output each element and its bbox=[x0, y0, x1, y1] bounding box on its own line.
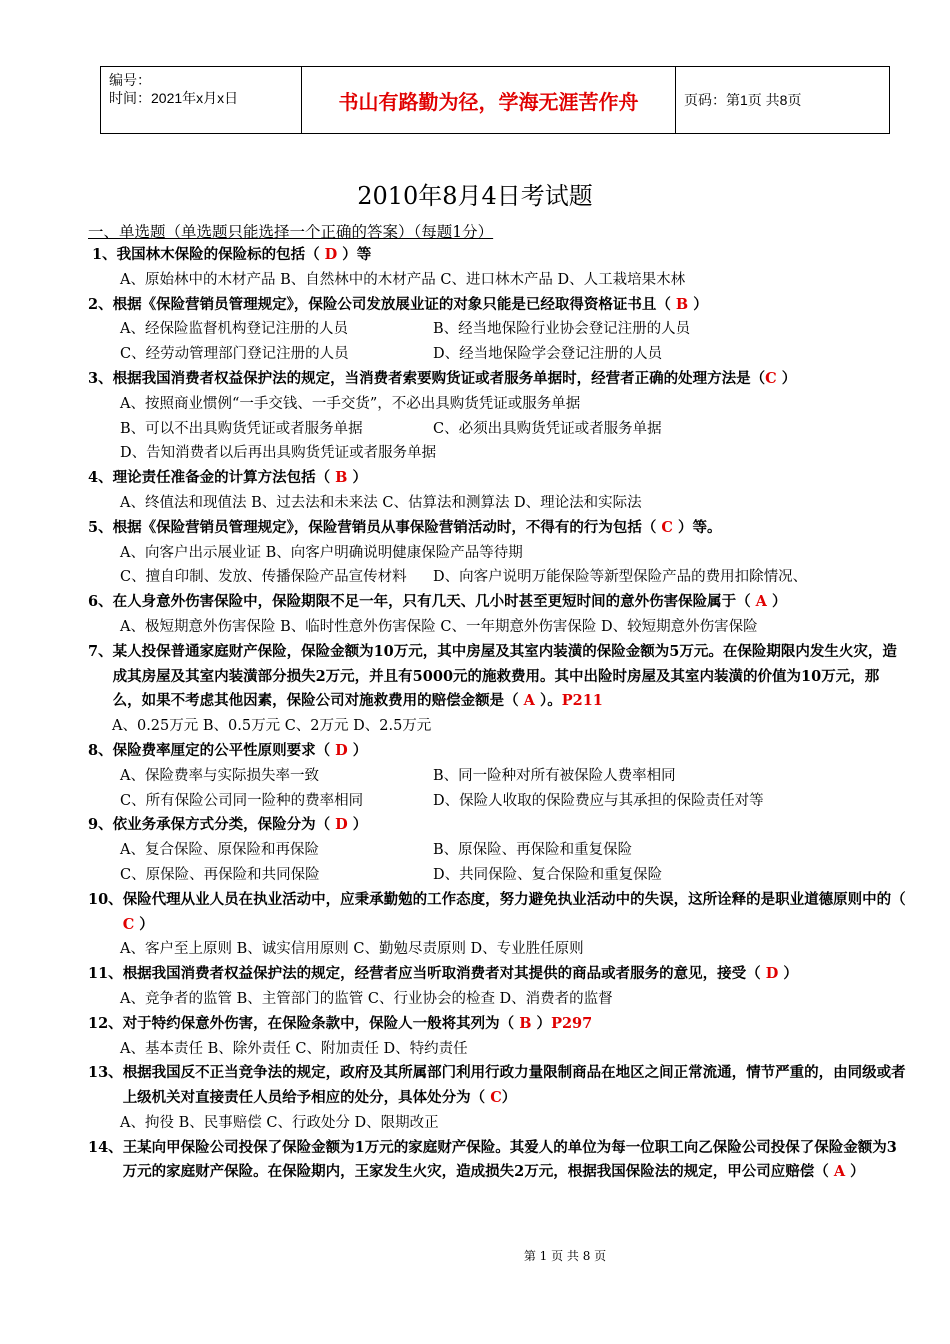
option-text: D、告知消费者以后再出具购货凭证或者服务单据 bbox=[120, 445, 437, 462]
question-number: 2、 bbox=[88, 295, 113, 313]
option-row bbox=[88, 342, 908, 367]
option-text: A、竞争者的监管 B、主管部门的监管 C、行业协会的检查 D、消费者的监督 bbox=[120, 990, 613, 1007]
question-list bbox=[88, 243, 908, 1185]
header-table bbox=[100, 66, 890, 134]
option-text: B、经当地保险行业协会登记注册的人员 bbox=[433, 321, 691, 338]
question-text bbox=[113, 813, 908, 838]
question-number: 13、 bbox=[88, 1064, 123, 1082]
page-title: 2010年8月4日考试题 bbox=[357, 182, 593, 210]
option-row bbox=[88, 863, 908, 888]
page-reference: P211 bbox=[561, 692, 603, 710]
question-stem bbox=[88, 293, 908, 318]
option-text: A、经保险监督机构登记注册的人员 bbox=[120, 321, 348, 338]
option-row bbox=[88, 838, 908, 863]
question-prompt: 保险费率厘定的公平性原则要求（ bbox=[112, 741, 336, 759]
question-suffix: ） bbox=[776, 369, 797, 387]
option-row: A、0.25万元 B、0.5万元 C、2万元 D、2.5万元 bbox=[112, 718, 432, 735]
question-item bbox=[88, 367, 908, 466]
question-item bbox=[88, 243, 908, 293]
question-stem bbox=[88, 739, 908, 764]
option-row bbox=[88, 1037, 908, 1062]
question-number: 1、 bbox=[92, 246, 117, 263]
question-number: 5、 bbox=[88, 518, 113, 536]
question-suffix: ） bbox=[347, 469, 367, 487]
question-text bbox=[123, 1136, 908, 1186]
option-text: D、共同保险、复合保险和重复保险 bbox=[433, 866, 663, 883]
option-row bbox=[88, 491, 908, 516]
option-text: B、原保险、再保险和重复保险 bbox=[433, 842, 633, 859]
question-item bbox=[88, 640, 908, 739]
question-prompt: 王某向甲保险公司投保了保险金额为1万元的家庭财产保险。其爱人的单位为每一位职工向乙保险公司投保了保险金额为3万元的家庭财产保险。在保险期内，王家发生火灾，造成损失2万元，根据我国保险法的规定，甲公司应赔偿（ bbox=[122, 1138, 897, 1181]
answer-key: B bbox=[519, 1014, 532, 1032]
answer-key: C bbox=[765, 369, 777, 387]
question-text bbox=[113, 640, 908, 714]
question-item bbox=[88, 1136, 908, 1186]
question-prompt: 根据我国反不正当竞争法的规定，政府及其所属部门利用行政力量限制商品在地区之间正常流通，情节严重的，由同级或者上级机关对直接责任人员给予相应的处分，具体处分为（ bbox=[122, 1064, 906, 1107]
option-row bbox=[88, 764, 908, 789]
question-item bbox=[88, 813, 908, 887]
option-row bbox=[88, 417, 908, 442]
page-reference: P297 bbox=[551, 1014, 593, 1032]
question-item bbox=[88, 888, 908, 962]
option-text: A、终值法和现值法 B、过去法和未来法 C、估算法和测算法 D、理论法和实际法 bbox=[120, 494, 642, 511]
question-item bbox=[88, 1061, 908, 1135]
option-row: A、极短期意外伤害保险 B、临时性意外伤害保险 C、一年期意外伤害保险 D、较短期意外伤害保险 bbox=[120, 618, 758, 635]
answer-key: C bbox=[490, 1089, 502, 1107]
question-prompt: 保险代理从业人员在执业活动中，应秉承勤勉的工作态度，努力避免执业活动中的失误，这所诠释的是职业道德原则中的（ bbox=[122, 890, 906, 908]
question-suffix: ） bbox=[134, 915, 154, 933]
option-text: C、所有保险公司同一险种的费率相同 bbox=[120, 792, 364, 809]
question-prompt: 根据《保险营销员管理规定》，保险公司发放展业证的对象只能是已经取得资格证书且（ bbox=[112, 295, 676, 313]
question-suffix: ）。 bbox=[534, 692, 562, 710]
answer-key: D bbox=[765, 965, 779, 983]
option-text: A、原始林中的木材产品 B、自然林中的木材产品 C、进口林木产品 D、人工栽培果木林 bbox=[120, 271, 686, 288]
option-row bbox=[88, 317, 908, 342]
option-text: D、经当地保险学会登记注册的人员 bbox=[433, 346, 663, 363]
option-row bbox=[88, 541, 908, 566]
question-text bbox=[113, 293, 908, 318]
option-text: C、擅自印制、发放、传播保险产品宣传材料 bbox=[120, 569, 407, 586]
option-row bbox=[88, 268, 908, 293]
question-stem bbox=[88, 466, 908, 491]
question-number: 7、 bbox=[88, 642, 113, 660]
question-number: 14、 bbox=[88, 1138, 123, 1156]
answer-key: A bbox=[523, 692, 535, 710]
option-text: A、拘役 B、民事赔偿 C、行政处分 D、限期改正 bbox=[120, 1114, 439, 1131]
question-prompt: 根据我国消费者权益保护法的规定，经营者应当听取消费者对其提供的商品或者服务的意见，接受（ bbox=[122, 965, 766, 983]
answer-key: B bbox=[675, 295, 689, 313]
option-text: A、基本责任 B、除外责任 C、附加责任 D、特约责任 bbox=[120, 1040, 468, 1057]
question-item bbox=[88, 293, 908, 367]
question-suffix: ） bbox=[501, 1089, 517, 1107]
question-number: 9、 bbox=[88, 816, 113, 834]
question-stem bbox=[88, 1012, 908, 1037]
option-text: A、客户至上原则 B、诚实信用原则 C、勤勉尽责原则 D、专业胜任原则 bbox=[120, 941, 584, 958]
question-prompt: 我国林木保险的保险标的包括（ bbox=[116, 246, 325, 263]
page-label: 页码：第1页 共8页 bbox=[684, 92, 802, 108]
question-prompt: 理论责任准备金的计算方法包括（ bbox=[112, 469, 336, 487]
question-suffix: ） bbox=[531, 1014, 552, 1032]
question-stem bbox=[88, 962, 908, 987]
question-stem bbox=[88, 1136, 908, 1186]
question-number: 6、 bbox=[88, 593, 113, 611]
question-text bbox=[123, 1061, 908, 1111]
option-text: D、向客户说明万能保险等新型保险产品的费用扣除情况、 bbox=[433, 569, 808, 586]
option-row bbox=[88, 565, 908, 590]
answer-key: A bbox=[833, 1163, 846, 1181]
question-prompt: 依业务承保方式分类，保险分为（ bbox=[112, 816, 336, 834]
question-stem bbox=[88, 516, 908, 541]
question-text bbox=[113, 367, 908, 392]
option-row bbox=[88, 392, 908, 417]
option-text: C、经劳动管理部门登记注册的人员 bbox=[120, 346, 349, 363]
question-number: 4、 bbox=[88, 469, 113, 487]
question-item bbox=[88, 590, 908, 640]
option-text: D、保险人收取的保险费应与其承担的保险责任对等 bbox=[433, 792, 764, 809]
question-suffix: ） bbox=[347, 816, 368, 834]
section-heading: 一、单选题（单选题只能选择一个正确的答案）（每题1分） bbox=[88, 223, 494, 241]
question-suffix: ） bbox=[347, 741, 368, 759]
option-text: A、复合保险、原保险和再保险 bbox=[120, 842, 319, 859]
page-footer: 第 1 页 共 8 页 bbox=[523, 1249, 607, 1263]
question-stem bbox=[88, 640, 908, 714]
answer-key: D bbox=[335, 741, 348, 759]
number-label: 编号： bbox=[109, 72, 151, 88]
question-suffix: ）等。 bbox=[672, 518, 722, 536]
question-suffix: ） bbox=[845, 1163, 865, 1181]
question-item bbox=[88, 516, 908, 590]
question-prompt: 根据我国消费者权益保护法的规定，当消费者索要购货证或者服务单据时，经营者正确的处理方法是（ bbox=[112, 369, 766, 387]
question-number: 8、 bbox=[88, 741, 113, 759]
answer-key: D bbox=[335, 816, 348, 834]
question-stem bbox=[88, 1061, 908, 1111]
motto: 书山有路勤为径，学海无涯苦作舟 bbox=[302, 67, 676, 133]
question-text bbox=[123, 1012, 908, 1037]
option-row bbox=[88, 441, 908, 466]
option-text: A、按照商业惯例“一手交钱、一手交货”，不必出具购货凭证或服务单据 bbox=[120, 395, 581, 412]
question-item bbox=[88, 739, 908, 813]
answer-key: D bbox=[324, 246, 338, 263]
option-row bbox=[88, 1111, 908, 1136]
question-suffix: ） bbox=[766, 593, 787, 611]
option-row bbox=[88, 937, 908, 962]
question-text bbox=[113, 590, 908, 615]
answer-key: A bbox=[755, 593, 767, 611]
option-text: A、保险费率与实际损失率一致 bbox=[120, 767, 319, 784]
question-prompt: 根据《保险营销员管理规定》，保险营销员从事保险营销活动时，不得有的行为包括（ bbox=[112, 518, 662, 536]
option-row bbox=[88, 789, 908, 814]
question-suffix: ） bbox=[778, 965, 798, 983]
question-stem bbox=[88, 243, 908, 268]
question-number: 12、 bbox=[88, 1014, 123, 1032]
question-stem bbox=[88, 888, 908, 938]
question-number: 3、 bbox=[88, 369, 113, 387]
option-text: B、同一险种对所有被保险人费率相同 bbox=[433, 767, 676, 784]
question-prompt: 对于特约保意外伤害，在保险条款中，保险人一般将其列为（ bbox=[122, 1014, 520, 1032]
question-item bbox=[88, 962, 908, 1012]
question-item bbox=[88, 466, 908, 516]
answer-key: C bbox=[122, 915, 135, 933]
question-text bbox=[113, 516, 908, 541]
question-text bbox=[113, 466, 908, 491]
question-stem bbox=[88, 590, 908, 615]
option-row bbox=[88, 987, 908, 1012]
option-text: A、向客户出示展业证 B、向客户明确说明健康保险产品等待期 bbox=[120, 544, 523, 561]
header-meta-cell bbox=[101, 67, 302, 133]
question-text bbox=[123, 888, 908, 938]
question-suffix: ） bbox=[688, 295, 708, 313]
question-prompt: 在人身意外伤害保险中，保险期限不足一年，只有几天、几小时甚至更短时间的意外伤害保险属于（ bbox=[112, 593, 756, 611]
question-text bbox=[113, 739, 908, 764]
question-text bbox=[123, 962, 908, 987]
question-suffix: ）等 bbox=[337, 246, 372, 263]
question-stem bbox=[88, 367, 908, 392]
answer-key: B bbox=[335, 469, 348, 487]
option-text: C、原保险、再保险和共同保险 bbox=[120, 866, 320, 883]
question-prompt: 某人投保普通家庭财产保险，保险金额为10万元，其中房屋及其室内装潢的保险金额为5万元。在保险期限内发生火灾，造成其房屋及其室内装潢部分损失2万元，并且有5000元的施救费用。其中出险时房屋及其室内装潢的价值为10万元，那么，如果不考虑其他因素，保险公司对施救费用的赔偿金额是（ bbox=[112, 642, 897, 710]
answer-key: C bbox=[661, 518, 673, 536]
question-stem bbox=[88, 813, 908, 838]
question-item bbox=[88, 1012, 908, 1062]
question-number: 10、 bbox=[88, 890, 123, 908]
time-label: 时间：2021年x月x日 bbox=[109, 90, 239, 106]
question-text bbox=[117, 243, 908, 268]
option-text: C、必须出具购货凭证或者服务单据 bbox=[433, 420, 662, 437]
question-number: 11、 bbox=[88, 965, 123, 983]
option-text: B、可以不出具购货凭证或者服务单据 bbox=[120, 420, 363, 437]
